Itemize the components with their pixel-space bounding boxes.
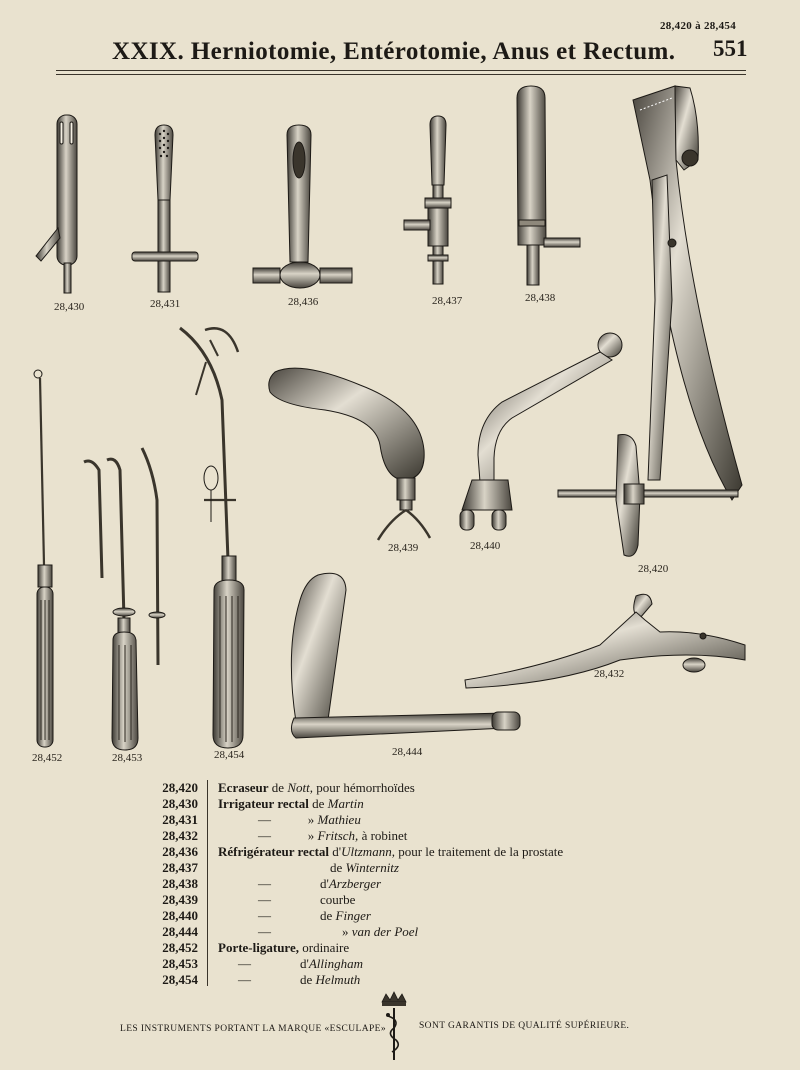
list-item: 28,420 Ecraseur de Nott, pour hémorrhoïdes bbox=[162, 780, 415, 795]
page-title: XXIX. Herniotomie, Entérotomie, Anus et Rectum. bbox=[112, 38, 676, 65]
list-item: 28,439 — courbe bbox=[162, 892, 356, 907]
list-item: 28,436 Réfrigérateur rectal d'Ultzmann, pour le traitement de la prostate bbox=[162, 844, 564, 859]
fig-label-28437: 28,437 bbox=[432, 295, 463, 307]
page-number: 551 bbox=[713, 36, 748, 61]
fig-label-28432: 28,432 bbox=[594, 668, 625, 680]
fig-label-28431: 28,431 bbox=[150, 298, 181, 310]
fig-label-28454: 28,454 bbox=[214, 749, 245, 761]
list-item: 28,452 Porte-ligature, ordinaire bbox=[162, 940, 350, 955]
instrument-28437 bbox=[404, 116, 451, 284]
instrument-28454 bbox=[180, 328, 244, 748]
fig-label-28452: 28,452 bbox=[32, 752, 63, 764]
instrument-28453 bbox=[84, 448, 165, 750]
list-item: 28,432 — » Fritsch, à robinet bbox=[162, 828, 408, 843]
catalog-list bbox=[150, 780, 650, 988]
fig-label-28436: 28,436 bbox=[288, 296, 319, 308]
list-item: 28,430 Irrigateur rectal de Martin bbox=[162, 796, 364, 811]
fig-label-28420: 28,420 bbox=[638, 563, 669, 575]
fig-label-28430: 28,430 bbox=[54, 301, 85, 313]
reference-range: 28,420 à 28,454 bbox=[660, 20, 736, 32]
fig-label-28438: 28,438 bbox=[525, 292, 556, 304]
fig-label-28439: 28,439 bbox=[388, 542, 419, 554]
list-item: 28,440 — de Finger bbox=[162, 908, 371, 923]
list-item: 28,438 — d'Arzberger bbox=[162, 876, 382, 891]
instrument-28439 bbox=[269, 368, 430, 540]
instrument-28452 bbox=[34, 370, 53, 747]
fig-label-28440: 28,440 bbox=[470, 540, 501, 552]
instrument-28430 bbox=[36, 115, 77, 293]
instrument-28436 bbox=[253, 125, 352, 288]
list-item: 28,431 — » Mathieu bbox=[162, 812, 361, 827]
esculape-emblem-icon bbox=[376, 990, 412, 1062]
footer-note-left: LES INSTRUMENTS PORTANT LA MARQUE «ESCULAPE» bbox=[120, 1024, 387, 1034]
list-item: 28,453 — d'Allingham bbox=[162, 956, 364, 971]
list-item: 28,437 de Winternitz bbox=[162, 860, 399, 875]
fig-label-28453: 28,453 bbox=[112, 752, 143, 764]
footer-note-right: SONT GARANTIS DE QUALITÉ SUPÉRIEURE. bbox=[419, 1021, 630, 1031]
list-item: 28,454 — de Helmuth bbox=[162, 972, 361, 987]
instrument-28440 bbox=[460, 333, 622, 530]
instrument-28431 bbox=[132, 125, 198, 292]
instrument-28438 bbox=[517, 86, 580, 285]
instrument-28420 bbox=[558, 86, 742, 556]
list-item: 28,444 — » van der Poel bbox=[162, 924, 419, 939]
fig-label-28444: 28,444 bbox=[392, 746, 423, 758]
instrument-28444 bbox=[291, 573, 520, 738]
